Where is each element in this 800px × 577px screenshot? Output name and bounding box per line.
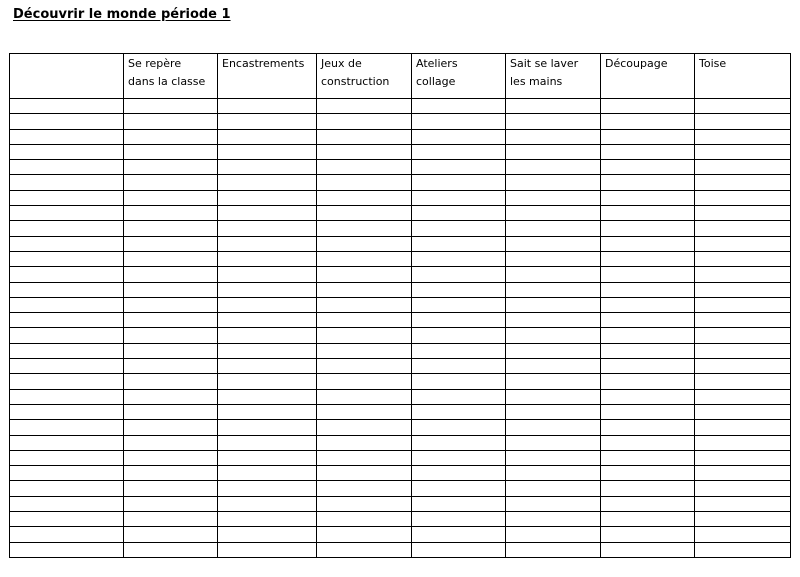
table-cell [506, 297, 601, 312]
table-cell [601, 129, 695, 144]
table-row [10, 236, 791, 251]
table-cell [124, 374, 218, 389]
table-cell [412, 267, 506, 282]
table-cell [695, 190, 791, 205]
table-cell [10, 328, 124, 343]
table-cell [506, 313, 601, 328]
table-cell [10, 282, 124, 297]
table-cell [218, 206, 317, 221]
table-cell [601, 99, 695, 114]
table-row [10, 129, 791, 144]
table-cell [695, 144, 791, 159]
table-cell [601, 420, 695, 435]
table-cell [124, 129, 218, 144]
table-cell [10, 542, 124, 557]
table-cell [317, 313, 412, 328]
table-cell [218, 114, 317, 129]
table-cell [506, 206, 601, 221]
table-cell [10, 343, 124, 358]
table-cell [218, 542, 317, 557]
table-cell [506, 282, 601, 297]
table-cell [695, 160, 791, 175]
table-cell [695, 282, 791, 297]
table-row [10, 542, 791, 557]
table-cell [124, 206, 218, 221]
header-cell-decoupage: Découpage [601, 54, 695, 99]
table-cell [317, 435, 412, 450]
table-cell [10, 114, 124, 129]
table-cell [317, 190, 412, 205]
table-cell [317, 328, 412, 343]
table-cell [218, 512, 317, 527]
table-cell [695, 99, 791, 114]
table-cell [506, 496, 601, 511]
table-cell [695, 404, 791, 419]
table-cell [412, 282, 506, 297]
table-cell [506, 99, 601, 114]
table-cell [506, 404, 601, 419]
table-cell [10, 450, 124, 465]
table-cell [218, 99, 317, 114]
table-cell [412, 374, 506, 389]
table-row [10, 114, 791, 129]
table-cell [506, 175, 601, 190]
table-cell [218, 129, 317, 144]
table-cell [695, 313, 791, 328]
table-cell [506, 435, 601, 450]
table-cell [695, 236, 791, 251]
table-cell [218, 160, 317, 175]
table-cell [506, 420, 601, 435]
table-cell [124, 236, 218, 251]
table-cell [412, 359, 506, 374]
table-cell [506, 542, 601, 557]
header-cell-names [10, 54, 124, 99]
table-cell [601, 343, 695, 358]
header-cell-ateliers-collage: Ateliers collage [412, 54, 506, 99]
table-row [10, 313, 791, 328]
table-cell [124, 404, 218, 419]
table-cell [218, 190, 317, 205]
table-cell [218, 450, 317, 465]
table-cell [10, 190, 124, 205]
table-cell [124, 527, 218, 542]
table-cell [124, 313, 218, 328]
table-cell [506, 129, 601, 144]
table-cell [124, 420, 218, 435]
table-cell [695, 466, 791, 481]
table-cell [317, 175, 412, 190]
table-cell [124, 343, 218, 358]
table-cell [10, 236, 124, 251]
table-row [10, 359, 791, 374]
table-row [10, 496, 791, 511]
table-cell [10, 251, 124, 266]
table-cell [695, 496, 791, 511]
evaluation-table [9, 53, 791, 558]
table-cell [412, 190, 506, 205]
table-cell [124, 190, 218, 205]
table-cell [10, 99, 124, 114]
table-cell [317, 374, 412, 389]
table-cell [412, 343, 506, 358]
table-cell [317, 114, 412, 129]
table-row [10, 343, 791, 358]
table-cell [506, 251, 601, 266]
table-cell [506, 190, 601, 205]
table-cell [218, 175, 317, 190]
table-cell [412, 450, 506, 465]
table-cell [601, 404, 695, 419]
table-cell [317, 251, 412, 266]
table-row [10, 297, 791, 312]
table-cell [124, 359, 218, 374]
table-header-row [10, 54, 791, 99]
table-row [10, 389, 791, 404]
table-cell [695, 114, 791, 129]
table-cell [124, 175, 218, 190]
table-cell [10, 389, 124, 404]
table-cell [10, 144, 124, 159]
table-cell [695, 450, 791, 465]
table-cell [695, 267, 791, 282]
table-row [10, 175, 791, 190]
table-cell [695, 542, 791, 557]
table-cell [10, 313, 124, 328]
table-row [10, 99, 791, 114]
table-cell [412, 542, 506, 557]
table-cell [218, 481, 317, 496]
header-cell-toise: Toise [695, 54, 791, 99]
table-cell [317, 481, 412, 496]
table-cell [412, 129, 506, 144]
table-row [10, 481, 791, 496]
table-cell [695, 359, 791, 374]
table-cell [218, 496, 317, 511]
table-cell [10, 527, 124, 542]
table-cell [124, 542, 218, 557]
table-cell [506, 328, 601, 343]
table-row [10, 282, 791, 297]
table-cell [601, 267, 695, 282]
table-cell [317, 343, 412, 358]
table-cell [317, 206, 412, 221]
page-title: Découvrir le monde période 1 [13, 7, 231, 22]
table-row [10, 206, 791, 221]
table-cell [695, 481, 791, 496]
table-cell [601, 221, 695, 236]
table-cell [10, 129, 124, 144]
table-cell [601, 359, 695, 374]
table-cell [695, 435, 791, 450]
table-cell [218, 297, 317, 312]
table-cell [10, 267, 124, 282]
table-cell [124, 160, 218, 175]
table-cell [601, 206, 695, 221]
table-cell [695, 420, 791, 435]
table-cell [506, 374, 601, 389]
table-cell [317, 236, 412, 251]
table-cell [218, 374, 317, 389]
table-cell [218, 144, 317, 159]
table-row [10, 404, 791, 419]
table-cell [412, 221, 506, 236]
table-cell [695, 297, 791, 312]
table-cell [124, 481, 218, 496]
table-cell [124, 282, 218, 297]
table-row [10, 190, 791, 205]
table-cell [601, 251, 695, 266]
table-cell [506, 466, 601, 481]
table-cell [412, 160, 506, 175]
table-cell [10, 466, 124, 481]
table-cell [317, 359, 412, 374]
table-cell [601, 175, 695, 190]
table-cell [317, 542, 412, 557]
table-cell [124, 328, 218, 343]
table-cell [317, 512, 412, 527]
table-cell [218, 313, 317, 328]
table-cell [124, 496, 218, 511]
table-cell [218, 359, 317, 374]
table-cell [601, 297, 695, 312]
table-cell [317, 297, 412, 312]
table-cell [506, 450, 601, 465]
table-cell [124, 450, 218, 465]
table-cell [412, 297, 506, 312]
table-cell [506, 512, 601, 527]
table-cell [506, 267, 601, 282]
table-cell [124, 99, 218, 114]
table-cell [695, 374, 791, 389]
table-cell [601, 282, 695, 297]
table-cell [601, 160, 695, 175]
table-cell [124, 466, 218, 481]
table-row [10, 328, 791, 343]
table-cell [601, 481, 695, 496]
table-cell [10, 496, 124, 511]
table-cell [695, 527, 791, 542]
table-cell [317, 466, 412, 481]
table-cell [601, 190, 695, 205]
table-cell [10, 297, 124, 312]
table-cell [412, 512, 506, 527]
table-cell [412, 144, 506, 159]
header-cell-jeux-de-construction: Jeux de construction [317, 54, 412, 99]
table-cell [601, 374, 695, 389]
table-cell [412, 496, 506, 511]
table-cell [124, 267, 218, 282]
table-cell [601, 144, 695, 159]
table-cell [412, 404, 506, 419]
table-cell [601, 389, 695, 404]
table-cell [506, 221, 601, 236]
table-cell [10, 175, 124, 190]
table-cell [601, 527, 695, 542]
table-cell [601, 313, 695, 328]
table-cell [317, 496, 412, 511]
table-cell [218, 404, 317, 419]
table-cell [124, 114, 218, 129]
table-cell [218, 435, 317, 450]
table-cell [218, 328, 317, 343]
table-cell [317, 99, 412, 114]
table-cell [506, 114, 601, 129]
table-cell [10, 374, 124, 389]
table-cell [317, 450, 412, 465]
table-cell [506, 359, 601, 374]
table-cell [601, 496, 695, 511]
table-row [10, 420, 791, 435]
table-cell [412, 389, 506, 404]
table-row [10, 374, 791, 389]
table-cell [10, 359, 124, 374]
table-cell [317, 129, 412, 144]
table-row [10, 160, 791, 175]
table-row [10, 435, 791, 450]
table-cell [124, 297, 218, 312]
table-cell [412, 99, 506, 114]
table-cell [601, 236, 695, 251]
table-cell [218, 389, 317, 404]
table-cell [506, 389, 601, 404]
table-row [10, 221, 791, 236]
table-cell [218, 343, 317, 358]
table-cell [695, 251, 791, 266]
table-cell [218, 251, 317, 266]
table-cell [601, 542, 695, 557]
table-cell [695, 175, 791, 190]
table-row [10, 450, 791, 465]
table-cell [10, 481, 124, 496]
header-cell-se-repere: Se repère dans la classe [124, 54, 218, 99]
table-cell [10, 221, 124, 236]
table-row [10, 251, 791, 266]
table-cell [695, 389, 791, 404]
table-body [10, 99, 791, 558]
table-cell [412, 420, 506, 435]
table-row [10, 466, 791, 481]
table-cell [10, 404, 124, 419]
table-cell [317, 404, 412, 419]
table-cell [695, 129, 791, 144]
table-cell [317, 144, 412, 159]
table-cell [601, 328, 695, 343]
table-cell [124, 221, 218, 236]
table-cell [412, 251, 506, 266]
table-cell [10, 160, 124, 175]
table-cell [695, 328, 791, 343]
table-cell [412, 313, 506, 328]
table-cell [601, 450, 695, 465]
table-cell [412, 206, 506, 221]
header-cell-se-laver-les-mains: Sait se laver les mains [506, 54, 601, 99]
table-cell [124, 389, 218, 404]
table-cell [218, 420, 317, 435]
table-cell [412, 236, 506, 251]
table-cell [317, 420, 412, 435]
table-cell [124, 435, 218, 450]
table-cell [412, 435, 506, 450]
table-cell [506, 160, 601, 175]
table-cell [506, 481, 601, 496]
table-cell [506, 343, 601, 358]
table-cell [218, 221, 317, 236]
table-cell [506, 527, 601, 542]
table-cell [10, 435, 124, 450]
table-cell [124, 251, 218, 266]
table-cell [317, 221, 412, 236]
table-cell [695, 206, 791, 221]
table-cell [601, 114, 695, 129]
table-cell [10, 420, 124, 435]
table-cell [218, 236, 317, 251]
table-cell [218, 267, 317, 282]
table-row [10, 527, 791, 542]
table-cell [601, 466, 695, 481]
table-cell [412, 466, 506, 481]
table-cell [317, 282, 412, 297]
table-cell [10, 512, 124, 527]
table-cell [601, 512, 695, 527]
table-cell [412, 114, 506, 129]
table-row [10, 267, 791, 282]
table-cell [695, 221, 791, 236]
header-cell-encastrements: Encastrements [218, 54, 317, 99]
table-cell [506, 144, 601, 159]
table-cell [412, 481, 506, 496]
table-cell [317, 160, 412, 175]
table-cell [412, 328, 506, 343]
table-cell [317, 389, 412, 404]
table-cell [412, 175, 506, 190]
table-cell [506, 236, 601, 251]
table-cell [601, 435, 695, 450]
table-cell [218, 527, 317, 542]
table-row [10, 144, 791, 159]
table-cell [218, 466, 317, 481]
table-row [10, 512, 791, 527]
table-cell [695, 343, 791, 358]
table-cell [124, 512, 218, 527]
table-cell [317, 267, 412, 282]
table-cell [10, 206, 124, 221]
table-cell [412, 527, 506, 542]
table-cell [218, 282, 317, 297]
table-cell [695, 512, 791, 527]
table-cell [124, 144, 218, 159]
table-cell [317, 527, 412, 542]
